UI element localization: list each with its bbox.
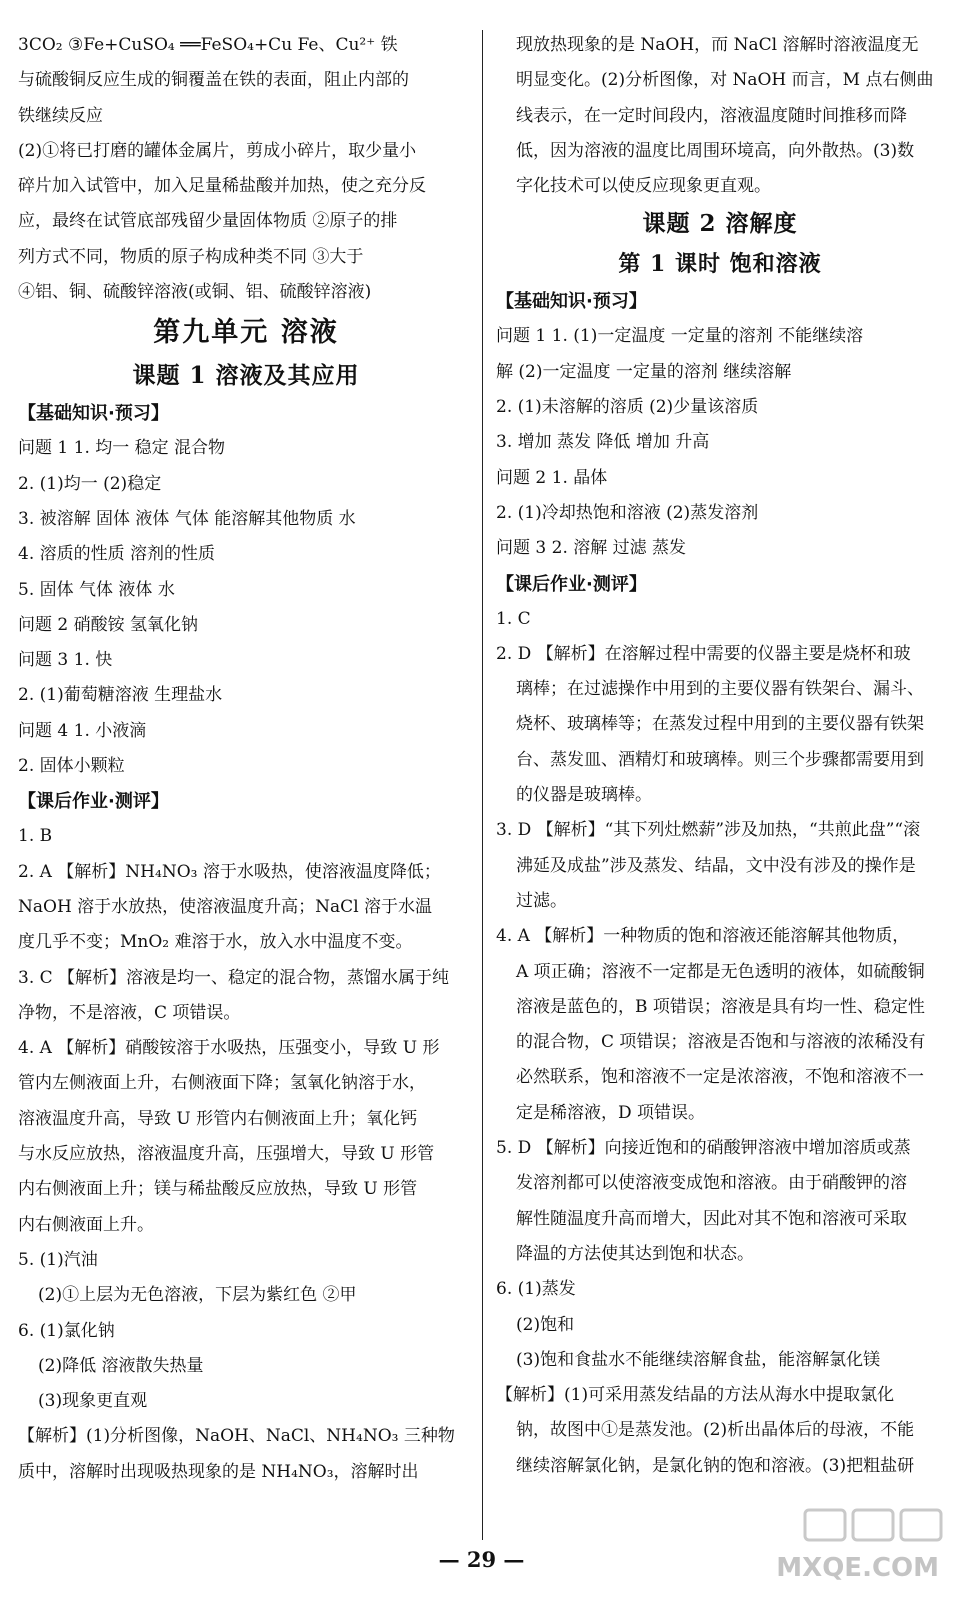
text-line: 与硫酸铜反应生成的铜覆盖在铁的表面，阻止内部的 xyxy=(18,70,409,91)
text-line: 5. (1)汽油 xyxy=(18,1249,98,1270)
text-line: 问题 2 1. 晶体 xyxy=(496,467,608,488)
text-line: 5. D 【解析】向接近饱和的硝酸钾溶液中增加溶质或蒸 xyxy=(496,1138,911,1159)
text-line: 2. (1)冷却热饱和溶液 (2)蒸发溶剂 xyxy=(496,502,759,523)
text-line: 降温的方法使其达到饱和状态。 xyxy=(516,1243,754,1264)
text-line: 管内左侧液面上升，右侧液面下降；氢氧化钠溶于水， xyxy=(18,1073,426,1094)
text-line: (3)现象更直观 xyxy=(38,1391,148,1412)
page-number: — 29 — xyxy=(438,1547,525,1572)
text-line: 问题 3 2. 溶解 过滤 蒸发 xyxy=(496,538,687,559)
section-heading: 【基础知识·预习】 xyxy=(496,291,647,313)
text-line: 璃棒；在过滤操作中用到的主要仪器有铁架台、漏斗、 xyxy=(516,679,924,700)
text-line: 列方式不同，物质的原子构成种类不同 ③大于 xyxy=(18,246,364,267)
text-line: 2. A 【解析】NH₄NO₃ 溶于水吸热，使溶液温度降低； xyxy=(18,861,441,882)
text-line: (2)①将已打磨的罐体金属片，剪成小碎片，取少量小 xyxy=(18,140,417,161)
text-line: 的混合物，C 项错误；溶液是否饱和与溶液的浓稀没有 xyxy=(516,1032,926,1053)
text-line: 烧杯、玻璃棒等；在蒸发过程中用到的主要仪器有铁架 xyxy=(516,714,924,735)
text-line: A 项正确；溶液不一定都是无色透明的液体，如硫酸铜 xyxy=(516,961,925,982)
text-line: 的仪器是玻璃棒。 xyxy=(516,785,652,806)
text-line: (2)①上层为无色溶液，下层为紫红色 ②甲 xyxy=(38,1285,357,1306)
text-line: 4. A 【解析】硝酸铵溶于水吸热，压强变小，导致 U 形 xyxy=(18,1038,440,1059)
text-line: 【解析】(1)分析图像，NaOH、NaCl、NH₄NO₃ 三种物 xyxy=(18,1426,455,1447)
text-line: 明显变化。(2)分析图像，对 NaOH 而言，M 点右侧曲 xyxy=(516,70,934,91)
watermark-text: MXQE.COM xyxy=(776,1553,939,1583)
text-line: 2. (1)未溶解的溶质 (2)少量该溶质 xyxy=(496,397,759,418)
text-line: 沸延及成盐”涉及蒸发、结晶，文中没有涉及的操作是 xyxy=(516,855,916,876)
lesson-title: 课题 1 溶液及其应用 xyxy=(132,362,360,390)
text-line: 溶液温度升高，导致 U 形管内右侧液面上升；氧化钙 xyxy=(18,1108,418,1129)
text-line: 解性随温度升高而增大，因此对其不饱和溶液可采取 xyxy=(516,1208,907,1229)
text-line: 问题 1 1. 均一 稳定 混合物 xyxy=(18,438,226,459)
section-heading: 【课后作业·测评】 xyxy=(496,573,647,595)
text-line: 定是稀溶液，D 项错误。 xyxy=(516,1102,706,1123)
text-line: 3. C 【解析】溶液是均一、稳定的混合物，蒸馏水属于纯 xyxy=(18,967,450,988)
left-column xyxy=(18,28,474,1490)
right-column xyxy=(496,28,944,1484)
text-line: 铁继续反应 xyxy=(18,105,103,126)
text-line: 5. 固体 气体 液体 水 xyxy=(18,579,175,600)
text-line: 内右侧液面上升。 xyxy=(18,1214,154,1235)
text-line: 1. C xyxy=(496,608,531,629)
text-line: 质中，溶解时出现吸热现象的是 NH₄NO₃，溶解时出 xyxy=(18,1461,419,1482)
text-line: 3CO₂ ③Fe+CuSO₄ ══FeSO₄+Cu Fe、Cu²⁺ 铁 xyxy=(18,35,398,55)
section-heading: 【基础知识·预习】 xyxy=(18,403,169,425)
text-line: 1. B xyxy=(18,826,53,847)
text-line: (3)饱和食盐水不能继续溶解食盐，能溶解氯化镁 xyxy=(516,1349,881,1370)
column-divider xyxy=(482,30,483,1540)
text-line: 净物，不是溶液，C 项错误。 xyxy=(18,1002,241,1023)
section-heading: 【课后作业·测评】 xyxy=(18,791,169,813)
text-line: 应，最终在试管底部残留少量固体物质 ②原子的排 xyxy=(18,211,398,232)
text-line: 问题 1 1. (1)一定温度 一定量的溶剂 不能继续溶 xyxy=(496,326,864,347)
text-line: 解 (2)一定温度 一定量的溶剂 继续溶解 xyxy=(496,361,792,382)
period-title: 第 1 课时 饱和溶液 xyxy=(618,251,822,278)
watermark-logo-icon xyxy=(735,1508,945,1586)
text-line: 过滤。 xyxy=(516,890,567,911)
text-line: 继续溶解氯化钠，是氯化钠的饱和溶液。(3)把粗盐研 xyxy=(516,1455,915,1476)
text-line: ④铝、铜、硫酸锌溶液(或铜、铝、硫酸锌溶液) xyxy=(18,282,372,303)
text-line: 2. (1)葡萄糖溶液 生理盐水 xyxy=(18,685,223,706)
text-line: 4. 溶质的性质 溶剂的性质 xyxy=(18,544,216,565)
text-line: 线表示，在一定时间段内，溶液温度随时间推移而降 xyxy=(516,105,907,126)
text-line: 问题 3 1. 快 xyxy=(18,650,113,671)
text-line: 2. 固体小颗粒 xyxy=(18,756,125,777)
text-line: 低，因为溶液的温度比周围环境高，向外散热。(3)数 xyxy=(516,140,915,161)
text-line: 碎片加入试管中，加入足量稀盐酸并加热，使之充分反 xyxy=(18,176,426,197)
text-line: 3. 增加 蒸发 降低 增加 升高 xyxy=(496,432,710,453)
text-line: 2. (1)均一 (2)稳定 xyxy=(18,473,162,494)
text-line: 2. D 【解析】在溶解过程中需要的仪器主要是烧杯和玻 xyxy=(496,643,911,664)
text-line: 内右侧液面上升；镁与稀盐酸反应放热，导致 U 形管 xyxy=(18,1179,418,1200)
text-line: 钠，故图中①是蒸发池。(2)析出晶体后的母液，不能 xyxy=(516,1420,915,1441)
text-line: 问题 4 1. 小液滴 xyxy=(18,720,147,741)
lesson-title: 课题 2 溶解度 xyxy=(642,210,798,238)
text-line: 6. (1)蒸发 xyxy=(496,1279,576,1300)
text-line: 3. D 【解析】“其下列灶燃薪”涉及加热，“共煎此盘”“滚 xyxy=(496,820,921,841)
text-line: 6. (1)氯化钠 xyxy=(18,1320,115,1341)
text-line: 问题 2 硝酸铵 氢氧化钠 xyxy=(18,614,199,635)
text-line: (2)降低 溶液散失热量 xyxy=(38,1355,204,1376)
watermark-logo xyxy=(735,1508,945,1586)
text-line: 3. 被溶解 固体 液体 气体 能溶解其他物质 水 xyxy=(18,508,356,529)
text-line: 字化技术可以使反应现象更直观。 xyxy=(516,176,771,197)
text-line: 【解析】(1)可采用蒸发结晶的方法从海水中提取氯化 xyxy=(496,1385,895,1406)
text-line: 现放热现象的是 NaOH，而 NaCl 溶解时溶液温度无 xyxy=(516,35,919,55)
text-line: 台、蒸发皿、酒精灯和玻璃棒。则三个步骤都需要用到 xyxy=(516,749,924,770)
text-line: 4. A 【解析】一种物质的饱和溶液还能溶解其他物质， xyxy=(496,926,910,947)
unit-title: 第九单元 溶液 xyxy=(153,317,339,349)
text-line: 与水反应放热，溶液温度升高，压强增大，导致 U 形管 xyxy=(18,1144,435,1165)
text-line: 度几乎不变；MnO₂ 难溶于水，放入水中温度不变。 xyxy=(18,932,413,953)
text-line: 发溶剂都可以使溶液变成饱和溶液。由于硝酸钾的溶 xyxy=(516,1173,907,1194)
text-line: (2)饱和 xyxy=(516,1314,575,1335)
text-line: 必然联系，饱和溶液不一定是浓溶液，不饱和溶液不一 xyxy=(516,1067,924,1088)
text-line: 溶液是蓝色的，B 项错误；溶液是具有均一性、稳定性 xyxy=(516,996,925,1017)
text-line: NaOH 溶于水放热，使溶液温度升高；NaCl 溶于水温 xyxy=(18,896,433,917)
